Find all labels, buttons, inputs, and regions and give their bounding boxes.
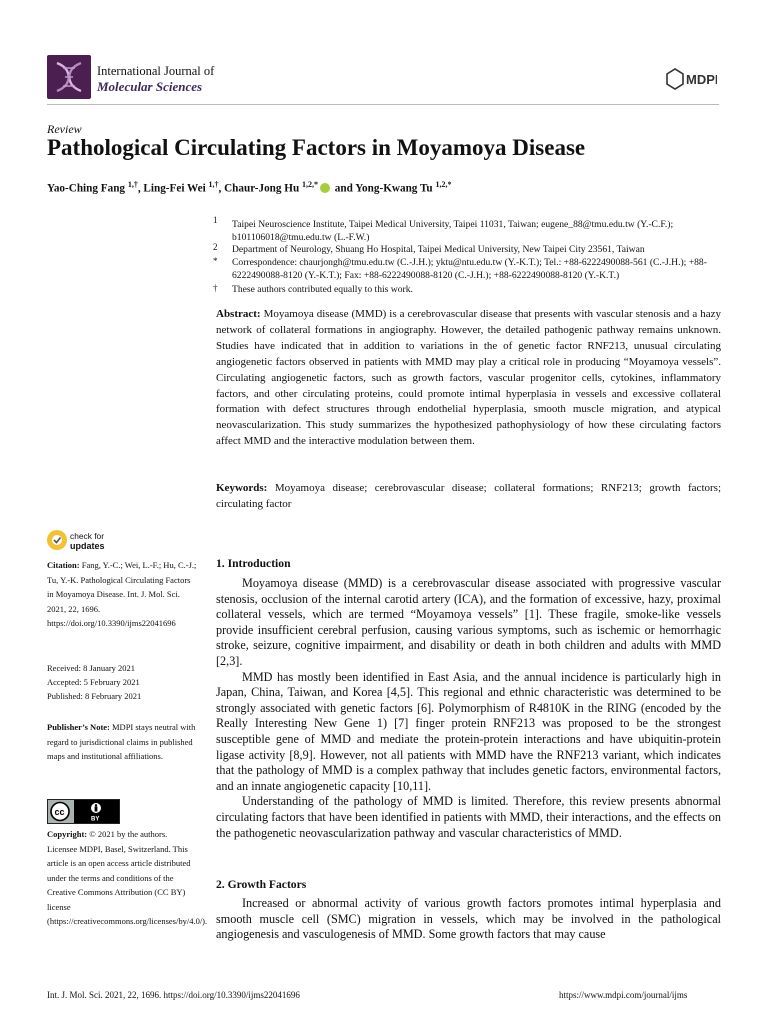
section-body [216, 896, 721, 943]
received-date: Received: 8 January 2021 [47, 663, 136, 673]
orcid-icon[interactable] [320, 183, 330, 193]
publisher-note-text: MDPI stays neutral with regard to jurisdictional claims in published maps and institutional affiliations. [47, 722, 196, 761]
footer-citation: Int. J. Mol. Sci. 2021, 22, 1696. https://doi.org/10.3390/ijms22041696 [47, 990, 300, 1000]
abstract-text: Moyamoya disease (MMD) is a cerebrovascular disease that presents with vascular stenosis and a hazy network of collateral formations in angiography. However, the detailed pathogenic pathway remains unknown. Studies have indicated that in addition to variations in the of genetic factor RNF213, unusual circulating angiogenetic factors observed in patients with MMD may play a critical role in producing “Moyamoya vessels”. Circulating angiogenetic factors, such as growth factors, vascular progenitor cells, cytokines, inflammatory factors, and other circulating proteins, could promote intimal hyperplasia in vessels and excessive collateral formation with defect structures through endothelial hyperplasia, smooth muscle migration, and atypical neovascularization. This study summarizes the hypothesized pathophysiology of how these circulating factors affect MMD and the interactive modulation between them. [216, 308, 721, 448]
affiliation-mark: † [213, 283, 218, 293]
publisher-note-label: Publisher’s Note: [47, 722, 110, 732]
author-list: Yao-Ching Fang $^{1,\dagger}$, Ling-Fei Wei $^{1,\dagger}$, Chaur-Jong Hu $^{1,2,*}$ and Yong-Kwang Tu $^{1,2,*}$ [47, 180, 452, 195]
keywords-text: Moyamoya disease; cerebrovascular disease; collateral formations; RNF213; growth factors; circulating factor [216, 482, 721, 510]
paragraph: MMD has mostly been identified in East Asia, and the annual incidence is particularly high in Japan, China, Taiwan, and Korea [4,5]. This regional and ethnic characteristic was determined to be strongly associated with genetic factors [6]. Polymorphism of R4810K in the RING (encoded by the Really Interesting New Gene 1) [7] finger protein RNF213 was proposed to be the strongest susceptible gene of MMD and mediate the protein-protein interactions and have ubiquitin-protein ligase activity [8,9]. However, not all patients with MMD have the RNF213 variant, which indicates that the pathology of MMD is a complex pathway that includes genetic factors, environmental factors, and an innate angiogenetic capacity [10,11]. [216, 669, 721, 793]
affiliation-mark: 2 [213, 242, 218, 252]
abstract-label: Abstract: [216, 308, 261, 320]
author-affiliation-mark: 1,† [127, 180, 138, 189]
author-name[interactable]: Yao-Ching Fang [47, 182, 126, 195]
published-date: Published: 8 February 2021 [47, 691, 142, 701]
equal-contribution-note: These authors contributed equally to this work. [232, 284, 413, 295]
check-for-updates-label-bold[interactable]: updates [70, 541, 105, 551]
keywords-label: Keywords: [216, 482, 268, 494]
affiliation-mark: * [213, 256, 218, 266]
section-body [216, 576, 721, 841]
check-for-updates-icon[interactable] [47, 530, 67, 550]
journal-name-line2: Molecular Sciences [97, 79, 203, 94]
article-type: Review [47, 122, 82, 136]
author-affiliation-mark: 1,† [208, 180, 219, 189]
page-title: Pathological Circulating Factors in Moyamoya Disease [47, 135, 586, 160]
copyright-block [47, 827, 208, 929]
journal-name-line1: International Journal of [97, 64, 215, 78]
affiliation-mark: 1 [213, 215, 218, 225]
citation-block [47, 558, 197, 631]
svg-text:cc: cc [54, 807, 65, 817]
paragraph: Moyamoya disease (MMD) is a cerebrovascular disease associated with progressive vascular stenosis, occlusion of the internal carotid artery (ICA), and the formation of excessive, hazy, proximal collateral vessels, which are termed “Moyamoya vessels” [1]. These fragile, smoke-like vessels provide insufficient cerebral perfusion, causing various symptoms, such as ischemic or hemorrhagic stroke, seizure, cognitive impairment, and disability or death in both children and adults with MMD [2,3]. [216, 576, 721, 668]
journal-logo [47, 55, 91, 99]
section-heading: 1. Introduction [216, 557, 291, 570]
publisher-note [47, 720, 197, 764]
citation-label: Citation: [47, 560, 80, 570]
correspondence-text: Correspondence: chaurjongh@tmu.edu.tw (C.-J.H.); yktu@ntu.edu.tw (Y.-K.T.); Tel.: +88-6222490088-561 (C.-J.H.); +88-6222490088-8120 (Y.-K.T.); Fax: +88-6222490088-8120 (C.-J.H.); +88-6222490088-8120 (Y.-K.T.) [232, 257, 707, 282]
abstract [216, 307, 721, 450]
section-heading: 2. Growth Factors [216, 878, 307, 891]
keywords [216, 481, 721, 513]
copyright-label: Copyright: [47, 829, 88, 839]
author-name[interactable]: Ling-Fei Wei [143, 182, 206, 195]
paragraph: Understanding of the pathology of MMD is limited. Therefore, this review presents abnormal circulating factors that have been identified in patients with MMD, their interactions, and the effects on the pathogenetic neovascularization pathway and vascular characteristics of MMD. [216, 794, 721, 840]
author-affiliation-mark: 1,2,* [302, 180, 318, 189]
affiliation-text: Taipei Neuroscience Institute, Taipei Medical University, Taipei 11031, Taiwan; eugene_88@tmu.edu.tw (Y.-C.F.); b101106018@tmu.edu.tw (L.-F.W.) [232, 219, 674, 244]
author-name[interactable]: Yong-Kwang Tu [355, 182, 433, 195]
accepted-date: Accepted: 5 February 2021 [47, 677, 140, 687]
svg-text:MDPI: MDPI [686, 72, 717, 87]
footer-journal-link[interactable]: https://www.mdpi.com/journal/ijms [559, 990, 688, 1000]
cc-by-license-badge[interactable] [47, 799, 120, 824]
paragraph: Increased or abnormal activity of various growth factors promotes intimal hyperplasia and smooth muscle cell (SMC) migration in vessels, which may be involved in the pathological angiogenesis and vasculogenesis of MMD. Some growth factors that may cause [216, 896, 721, 942]
dna-icon [47, 55, 91, 99]
affiliation-text: Department of Neurology, Shuang Ho Hospital, Taipei Medical University, New Taipei City 23561, Taiwan [232, 244, 645, 255]
author-affiliation-mark: 1,2,* [435, 180, 452, 189]
mdpi-logo [665, 68, 717, 90]
check-for-updates-label[interactable]: check for [70, 531, 104, 541]
header-divider [47, 104, 719, 105]
author-name[interactable]: Chaur-Jong Hu [224, 182, 300, 195]
citation-text: Fang, Y.-C.; Wei, L.-F.; Hu, C.-J.; Tu, Y.-K. Pathological Circulating Factors in Moyamoya Disease. Int. J. Mol. Sci. 2021, 22, 1696. https://doi.org/10.3390/ijms22041696 [47, 560, 197, 628]
copyright-text: © 2021 by the authors. Licensee MDPI, Basel, Switzerland. This article is an open access article distributed under the terms and conditions of the Creative Commons Attribution (CC BY) license (https://creativecommons.org/licenses/by/4.0/). [47, 829, 208, 926]
svg-text:BY: BY [91, 816, 100, 823]
